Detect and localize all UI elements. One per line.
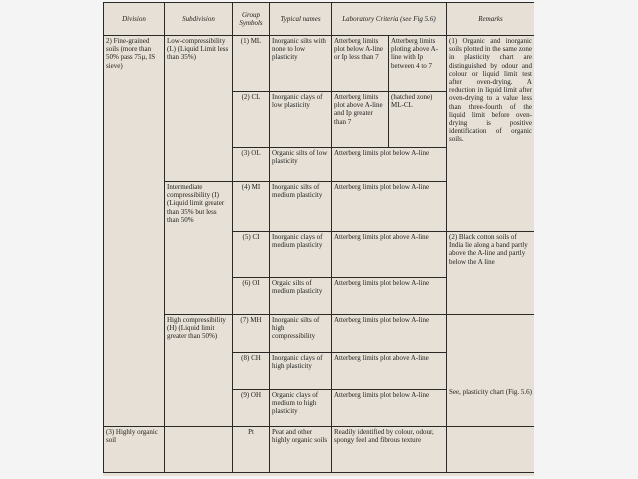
remark-organic: (1) Organic and inorganic soils plotted in the same zone in plasticity chart are distinguished by odour and colour or liquid limit test after oven-drying. A reduction in liquid limit after oven-drying to a value less than three-fourth of the liquid limit before oven-drying is positive identification of organic soils. — [447, 36, 535, 232]
criteria-ch: Atterberg limits plot above A-line — [332, 353, 447, 390]
header-subdivision: Subdivision — [165, 3, 233, 36]
book-page — [103, 2, 534, 476]
group-symbol-pt: Pt — [233, 427, 270, 473]
remark-empty — [447, 427, 535, 473]
group-symbol-ml: (1) ML — [233, 36, 270, 92]
typical-name-oh: Organic clays of medium to high plasticity — [270, 390, 332, 427]
criteria-cl-b: (hatched zone) ML-CL — [389, 92, 447, 148]
header-lab-criteria: Laboratory Criteria (see Fig 5.6) — [332, 3, 447, 36]
header-division: Division — [104, 3, 165, 36]
criteria-ml-b: Atterberg limits ploting above A-line with Ip between 4 to 7 — [389, 36, 447, 92]
criteria-ml-a: Atterberg limits plot below A-line or Ip less than 7 — [332, 36, 389, 92]
header-remarks: Remarks — [447, 3, 535, 36]
subdivision-empty — [165, 427, 233, 473]
group-symbol-mh: (7) MH — [233, 315, 270, 353]
typical-name-oi: Orgaic silts of medium plasticity — [270, 278, 332, 315]
group-symbol-cl: (2) CL — [233, 92, 270, 148]
typical-name-ml: Inorganic silts with none to low plasticity — [270, 36, 332, 92]
table-row — [104, 315, 535, 353]
criteria-oh: Atterberg limits plot below A-line — [332, 390, 447, 427]
subdivision-high: High compressibility (H) (Liquid limit greater than 50%) — [165, 315, 233, 427]
group-symbol-ch: (8) CH — [233, 353, 270, 390]
group-symbol-oi: (6) OI — [233, 278, 270, 315]
table-row — [104, 427, 535, 473]
typical-name-ch: Inorganic clays of high plasticity — [270, 353, 332, 390]
group-symbol-ci: (5) CI — [233, 232, 270, 278]
group-symbol-mi: (4) MI — [233, 182, 270, 232]
division-fine-grained: 2) Fine-grained soils (more than 50% pass 75µ, IS sieve) — [104, 36, 165, 427]
subdivision-low: Low-compressibility (L) (Liquid Limit less than 35%) — [165, 36, 233, 182]
remark-black-cotton: (2) Black cotton soils of India lie along a band partly above the A-line and partly below the A line — [447, 232, 535, 315]
typical-name-ol: Organic silts of low plasticity — [270, 148, 332, 182]
header-group-symbols: Group Symbols — [233, 3, 270, 36]
criteria-cl-a: Atterberg limits plot above A-line and Ip greater than 7 — [332, 92, 389, 148]
typical-name-mi: Inorganic silts of medium plasticity — [270, 182, 332, 232]
header-typical-names: Typical names — [270, 3, 332, 36]
criteria-mi: Atterberg limits plot below A-line — [332, 182, 447, 232]
criteria-pt: Readily identified by colour, odour, spongy feel and fibrous texture — [332, 427, 447, 473]
soil-classification-table — [103, 2, 534, 473]
criteria-ol: Atterberg limits plot below A-line — [332, 148, 447, 182]
criteria-mh: Atterberg limits plot below A-line — [332, 315, 447, 353]
subdivision-intermediate: Intermediate compressibility (I) (Liquid limit greater than 35% but less than 50% — [165, 182, 233, 315]
group-symbol-ol: (3) OL — [233, 148, 270, 182]
criteria-oi: Atterberg limits plot below A-line — [332, 278, 447, 315]
group-symbol-oh: (9) OH — [233, 390, 270, 427]
table-row — [104, 36, 535, 92]
typical-name-pt: Peat and other highly organic soils — [270, 427, 332, 473]
typical-name-ci: Inorganic clays of medium plasticity — [270, 232, 332, 278]
division-highly-organic: (3) Highly organic soil — [104, 427, 165, 473]
remark-plasticity-chart: See, plasticity chart (Fig. 5.6) — [447, 315, 535, 427]
criteria-ci: Atterberg limits plot above A-line — [332, 232, 447, 278]
header-row — [104, 3, 535, 36]
typical-name-cl: Inorganic clays of low plasticity — [270, 92, 332, 148]
typical-name-mh: Inorganic silts of high compressibility — [270, 315, 332, 353]
